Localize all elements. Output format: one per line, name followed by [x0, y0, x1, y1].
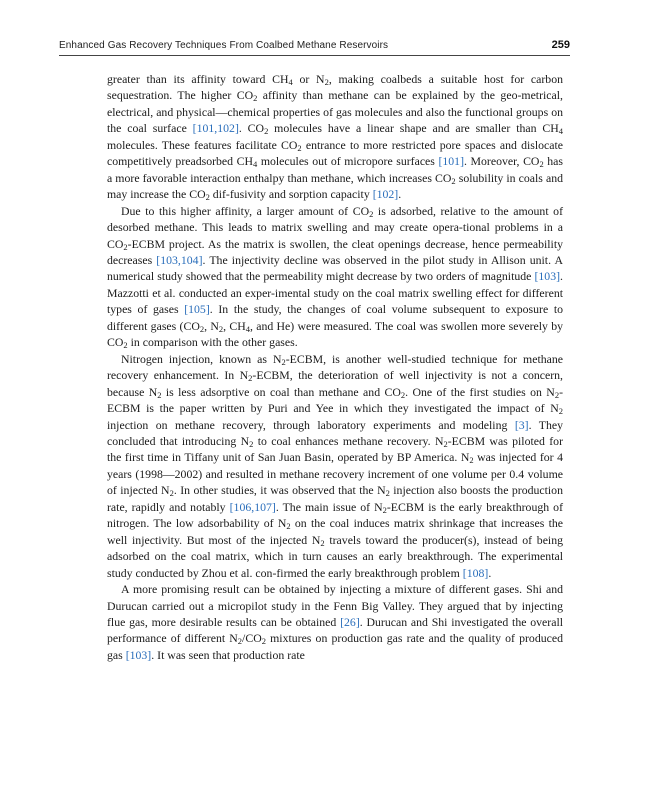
citation-link[interactable]: [103,104] — [156, 252, 203, 267]
running-title: Enhanced Gas Recovery Techniques From Coalbed Methane Reservoirs — [59, 40, 389, 51]
citation-link[interactable]: [101,102] — [192, 121, 239, 136]
citation-link[interactable]: [105] — [184, 302, 210, 317]
citation-link[interactable]: [26] — [340, 614, 360, 629]
header-rule — [59, 55, 570, 56]
paragraph-3: Nitrogen injection, known as $N_2$-ECBM, is another well-studied technique for methane recovery enhancement. In $N_2$-ECBM, the deterioration of well injectivity is not a concern, because $N_2$ is less adsorptive on coal than methane and $CO_2$. One of the first studies on $N_2$-ECBM is the paper written by Puri and Yee in which they investigated the impact of $N_2$ injection on methane recovery, through laboratory experiments and modeling [3]. They concluded that introducing $N_2$ to coal enhances methane recovery. $N_2$-ECBM was piloted for the first time in Tiffany unit of San Juan Basin, operated by BP America. $N_2$ was injected for 4 years (1998—2002) and resulted in methane recovery increment of one volume per 0.4 volume of injected $N_2$. In other studies, it was observed that the $N_2$ injection also boosts the production rate, rapidly and notably [106,107]. The main issue of $N_2$-ECBM is the early breakthrough of nitrogen. The low adsorbability of $N_2$ on the coal induces matrix shrinkage that increases the well injectivity. But most of the injected $N_2$ travels toward the producer(s), instead of being adsorbed on the coal matrix, which in turn causes an early breakthrough. The experimental study conducted by Zhou et al. con-firmed the early breakthrough problem [108]. — [107, 351, 564, 580]
paragraph-2: Due to this higher affinity, a larger amount of $CO_2$ is adsorbed, relative to the amount of desorbed methane. This leads to matrix swelling and may create opera-tional problems in a $CO_2$-ECBM project. As the matrix is swollen, the cleat openings decrease, hence permeability decreases [103,104]. The injectivity decline was observed in the pilot study in Allison unit. A numerical study showed that the permeability might decrease by two orders of magnitude [103]. Mazzotti et al. conducted an exper-imental study on the coal matrix swelling effect for different types of gases [105]. In the study, the changes of coal volume subsequent to exposure to different gases ($CO_2$, $N_2$, $CH_4$, and He) were measured. The coal was swollen more severely by $CO_2$ in comparison with the other gases. — [107, 203, 564, 351]
citation-link[interactable]: [108] — [462, 565, 489, 580]
citation-link[interactable]: [103] — [534, 269, 561, 284]
citation-link[interactable]: [103] — [125, 647, 152, 662]
body-text — [107, 71, 563, 663]
page-number: 259 — [551, 39, 570, 51]
paragraph-4: A more promising result can be obtained by injecting a mixture of different gases. Shi and Durucan carried out a micropilot study in the Fenn Big Valley. They argued that by injecting flue gas, more desirable results can be obtained [26]. Durucan and Shi investigated the overall performance of different $N_2/CO_2$ mixtures on production gas rate and the quality of produced gas [103]. It was seen that production rate — [107, 582, 563, 662]
citation-link[interactable]: [3] — [514, 417, 529, 432]
citation-link[interactable]: [101] — [438, 154, 465, 169]
page-header — [59, 40, 570, 56]
citation-link[interactable]: [106,107] — [229, 499, 276, 514]
citation-link[interactable]: [102] — [372, 187, 399, 202]
paragraph-1: greater than its affinity toward $CH_4$ or $N_2$, making coalbeds a suitable host for carbon sequestration. The higher $CO_2$ affinity than methane can be explained by the geo-metrical, electrical, and physical—chemical properties of gas molecules and also the functional groups on the coal surface [101,102]. $CO_2$ molecules have a linear shape and are smaller than $CH_4$ molecules. These features facilitate $CO_2$ entrance to more restricted pore spaces and dislocate competitively preadsorbed $CH_4$ molecules out of micropore surfaces [101]. Moreover, $CO_2$ has a more favorable interaction enthalpy than methane, which increases $CO_2$ solubility in coals and may increase the $CO_2$ dif-fusivity and sorption capacity [102]. — [107, 72, 563, 203]
